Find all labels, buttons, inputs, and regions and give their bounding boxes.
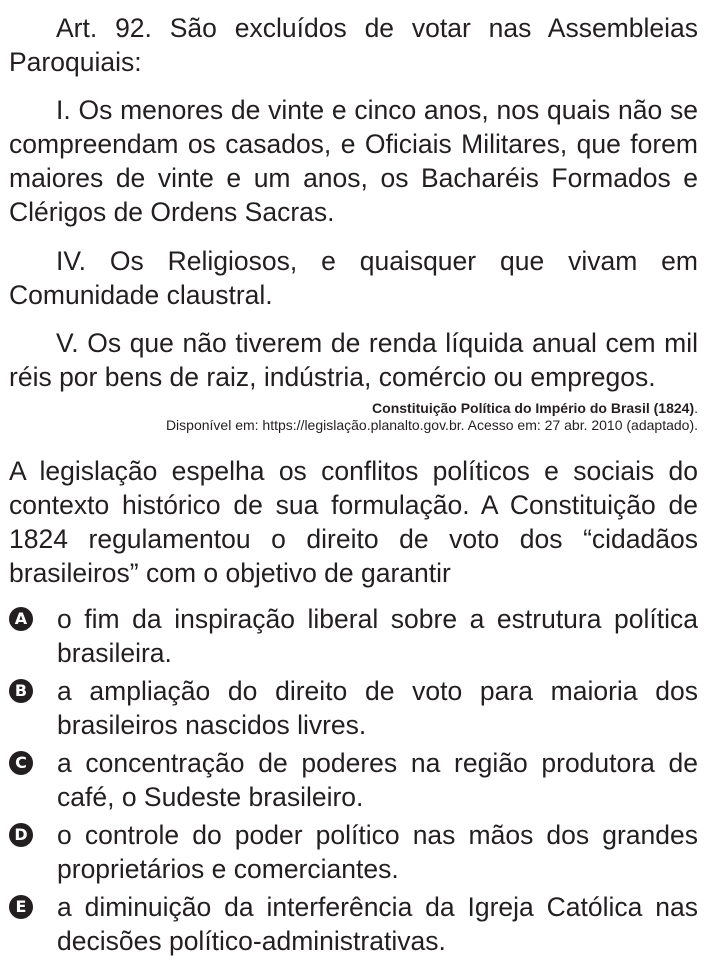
- option-b-text: a ampliação do direito de voto para maioria dos brasileiros nascidos livres.: [57, 676, 698, 740]
- question-statement: A legislação espelha os conflitos políticos e sociais do contexto histórico de sua formulação. A Constituição de 1824 regulamentou o direito de voto dos “cidadãos brasileiros” com o objetivo de garantir: [9, 456, 698, 588]
- exam-question: [9, 0, 698, 962]
- option-c-badge: C: [9, 751, 33, 775]
- answer-options: [9, 602, 698, 958]
- option-c[interactable]: [9, 746, 698, 814]
- option-a-text: o fim da inspiração liberal sobre a estrutura política brasileira.: [57, 604, 698, 668]
- source-title-line: [9, 400, 698, 417]
- option-d-text: o controle do poder político nas mãos dos grandes proprietários e comerciantes.: [57, 820, 698, 884]
- text-excerpt: [9, 11, 698, 394]
- source-title-suffix: .: [694, 400, 698, 416]
- option-b[interactable]: [9, 674, 698, 742]
- source-citation: [9, 400, 698, 434]
- article-heading: Art. 92. São excluídos de votar nas Assembleias Paroquiais:: [9, 13, 698, 77]
- inciso-v: V. Os que não tiverem de renda líquida anual cem mil réis por bens de raiz, indústria, comércio ou empregos.: [9, 328, 698, 392]
- option-d-badge: D: [9, 823, 33, 847]
- option-b-badge: B: [9, 679, 33, 703]
- inciso-i: I. Os menores de vinte e cinco anos, nos quais não se compreendam os casados, e Oficiais Militares, que forem maiores de vinte e um anos, os Bacharéis Formados e Clérigos de Ordens Sacras.: [9, 95, 698, 227]
- source-access: Disponível em: https://legislação.planalto.gov.br. Acesso em: 27 abr. 2010 (adaptado).: [165, 417, 698, 433]
- inciso-iv: IV. Os Religiosos, e quaisquer que vivam em Comunidade claustral.: [9, 246, 698, 310]
- option-e-text: a diminuição da interferência da Igreja Católica nas decisões político-administrativas.: [57, 892, 698, 956]
- option-d[interactable]: [9, 818, 698, 886]
- option-e-badge: E: [9, 895, 33, 919]
- option-a[interactable]: [9, 602, 698, 670]
- option-c-text: a concentração de poderes na região produtora de café, o Sudeste brasileiro.: [57, 748, 698, 812]
- source-title: Constituição Política do Império do Brasil (1824): [372, 400, 695, 416]
- option-a-badge: A: [9, 607, 33, 631]
- option-e[interactable]: [9, 890, 698, 958]
